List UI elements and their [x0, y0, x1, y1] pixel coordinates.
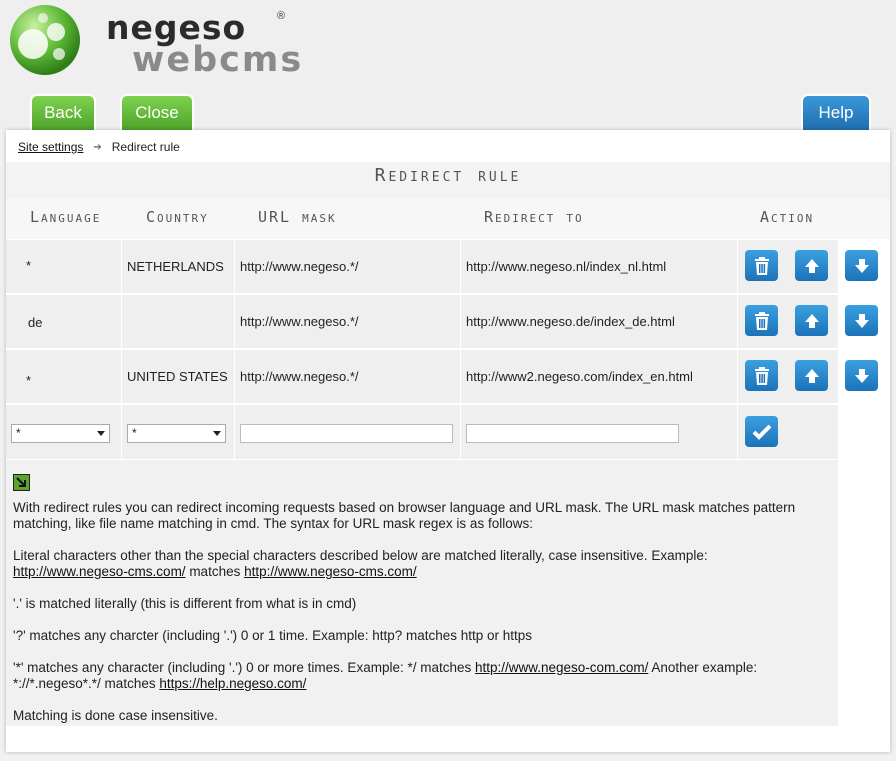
help-intro: With redirect rules you can redirect incoming requests based on browser language and URL mask. The URL mask matches pattern matching, like file name matching in cmd. The syntax for URL mask regex is as follows: [13, 500, 796, 531]
breadcrumb-site-settings-link[interactable]: Site settings [18, 140, 84, 154]
delete-button[interactable] [745, 250, 778, 281]
help-literal-text: Literal characters other than the special characters described below are matched literally, case insensitive. Example: [13, 548, 708, 563]
new-rule-row [6, 405, 838, 459]
header-redirect-to: Redirect to [484, 208, 584, 226]
page-title: Redirect rule [6, 162, 890, 198]
move-down-button[interactable] [845, 360, 878, 391]
cell-redirect-to: http://www2.negeso.com/index_en.html [461, 350, 738, 403]
header-language: Language [30, 208, 102, 226]
help-section [6, 460, 838, 726]
cell-language: * [6, 350, 122, 403]
help-literal-mid: matches [185, 564, 245, 579]
brand-name: negeso [106, 8, 247, 47]
url-mask-input[interactable] [240, 424, 453, 443]
table-row [6, 240, 838, 293]
cell-redirect-to: http://www.negeso.de/index_de.html [461, 295, 738, 348]
help-literal-link-1[interactable]: http://www.negeso-cms.com/ [13, 564, 186, 579]
country-select-value: * [132, 426, 137, 440]
help-dot: '.' is matched literally (this is different from what is in cmd) [13, 596, 357, 611]
cell-language: de [6, 295, 122, 348]
breadcrumb-arrow-icon: ➔ [93, 141, 102, 153]
trash-icon [753, 256, 771, 276]
breadcrumb-current: Redirect rule [111, 140, 180, 154]
header-url-mask: URL mask [258, 208, 337, 226]
header-country: Country [146, 208, 209, 226]
help-star-mid: Another example: *://*.negeso*.*/ matches [13, 660, 758, 691]
save-rule-button[interactable] [745, 416, 778, 447]
table-row [6, 295, 838, 348]
negeso-logo-icon [9, 4, 81, 76]
header-action: Action [760, 208, 815, 226]
arrow-up-icon [803, 257, 821, 275]
delete-button[interactable] [745, 360, 778, 391]
help-star [13, 660, 828, 692]
arrow-up-icon [803, 312, 821, 330]
country-select[interactable] [127, 424, 226, 443]
cell-url-mask: http://www.negeso.*/ [235, 240, 461, 293]
arrow-down-icon [853, 367, 871, 385]
delete-button[interactable] [745, 305, 778, 336]
trash-icon [753, 366, 771, 386]
breadcrumb [18, 140, 180, 154]
language-select[interactable] [11, 424, 110, 443]
arrow-down-icon [853, 257, 871, 275]
arrow-up-icon [803, 367, 821, 385]
help-closing: Matching is done case insensitive. [13, 708, 218, 723]
help-literal [13, 548, 828, 580]
brand-product: webcms [132, 40, 304, 80]
cell-language: * [6, 240, 122, 293]
chevron-down-icon [97, 431, 105, 436]
chevron-down-icon [213, 431, 221, 436]
help-button[interactable]: Help [803, 96, 869, 130]
main-panel [6, 130, 890, 752]
move-up-button[interactable] [795, 360, 828, 391]
move-up-button[interactable] [795, 250, 828, 281]
cell-country: UNITED STATES [122, 350, 235, 403]
checkmark-icon [752, 424, 772, 440]
help-star-link-2[interactable]: https://help.negeso.com/ [159, 676, 307, 691]
move-down-button[interactable] [845, 305, 878, 336]
expand-arrow-icon[interactable] [13, 474, 30, 491]
cell-url-mask: http://www.negeso.*/ [235, 295, 461, 348]
help-star-text: '*' matches any character (including '.') 0 or more times. Example: */ matches [13, 660, 475, 675]
move-down-button[interactable] [845, 250, 878, 281]
language-select-value: * [16, 426, 21, 440]
cell-redirect-to: http://www.negeso.nl/index_nl.html [461, 240, 738, 293]
move-up-button[interactable] [795, 305, 828, 336]
table-header [6, 198, 890, 239]
help-literal-link-2[interactable]: http://www.negeso-cms.com/ [244, 564, 417, 579]
table-row [6, 350, 838, 403]
redirect-to-input[interactable] [466, 424, 679, 443]
registered-mark: ® [277, 10, 286, 22]
cell-url-mask: http://www.negeso.*/ [235, 350, 461, 403]
arrow-down-icon [853, 312, 871, 330]
help-question: '?' matches any charcter (including '.') 0 or 1 time. Example: http? matches http or https [13, 628, 533, 643]
back-button[interactable]: Back [32, 96, 94, 130]
header [0, 0, 896, 130]
close-button[interactable]: Close [122, 96, 192, 130]
cell-country: NETHERLANDS [122, 240, 235, 293]
help-star-link-1[interactable]: http://www.negeso-com.com/ [475, 660, 649, 675]
trash-icon [753, 311, 771, 331]
cell-country [122, 295, 235, 348]
